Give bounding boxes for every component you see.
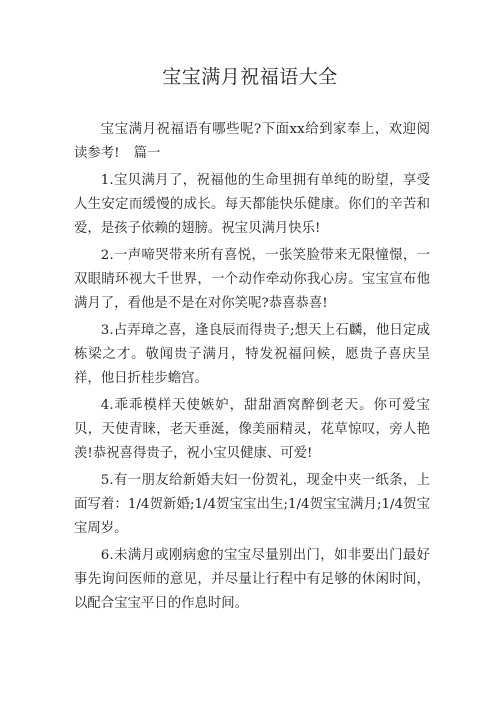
paragraph-1: 1.宝贝满月了，祝福他的生命里拥有单纯的盼望，享受人生安定而缓慢的成长。每天都能快乐健康。你们的辛苦和爱，是孩子依赖的翅膀。祝宝贝满月快乐!	[74, 173, 430, 236]
paragraph-4: 4.乖乖模样天使嫉妒，甜甜酒窝醉倒老天。你可爱宝贝，天使青睐，老天垂涎，像美丽精灵，花草惊叹，旁人艳羡!恭祝喜得贵子，祝小宝贝健康、可爱!	[74, 398, 430, 461]
intro-paragraph	[74, 118, 430, 166]
intro-text: 宝宝满月祝福语有哪些呢?下面xx给到家奉上，欢迎阅读参考!	[74, 122, 430, 161]
paragraph-3: 3.占弄璋之喜，逢良辰而得贵子;想天上石麟，他日定成栋梁之才。敬闻贵子满月，特发祝福问候，愿贵子喜庆呈祥，他日折桂步蟾宫。	[74, 323, 430, 386]
page-title: 宝宝满月祝福语大全	[162, 66, 338, 88]
paragraph-5: 5.有一朋友给新婚夫妇一份贺礼，现金中夹一纸条，上面写着：1/4贺新婚;1/4贺宝宝出生;1/4贺宝宝满月;1/4贺宝宝周岁。	[74, 473, 430, 536]
document-body	[74, 118, 430, 619]
section-label: 篇一	[133, 146, 161, 161]
paragraph-6: 6.未满月或刚病愈的宝宝尽量别出门，如非要出门最好事先询问医师的意见，并尽量让行程中有足够的休闲时间，以配合宝宝平日的作息时间。	[74, 548, 430, 611]
paragraph-2: 2.一声啼哭带来所有喜悦，一张笑脸带来无限憧憬，一双眼睛环视大千世界，一个动作牵动你我心房。宝宝宣布他满月了，看他是不是在对你笑呢?恭喜恭喜!	[74, 248, 430, 311]
